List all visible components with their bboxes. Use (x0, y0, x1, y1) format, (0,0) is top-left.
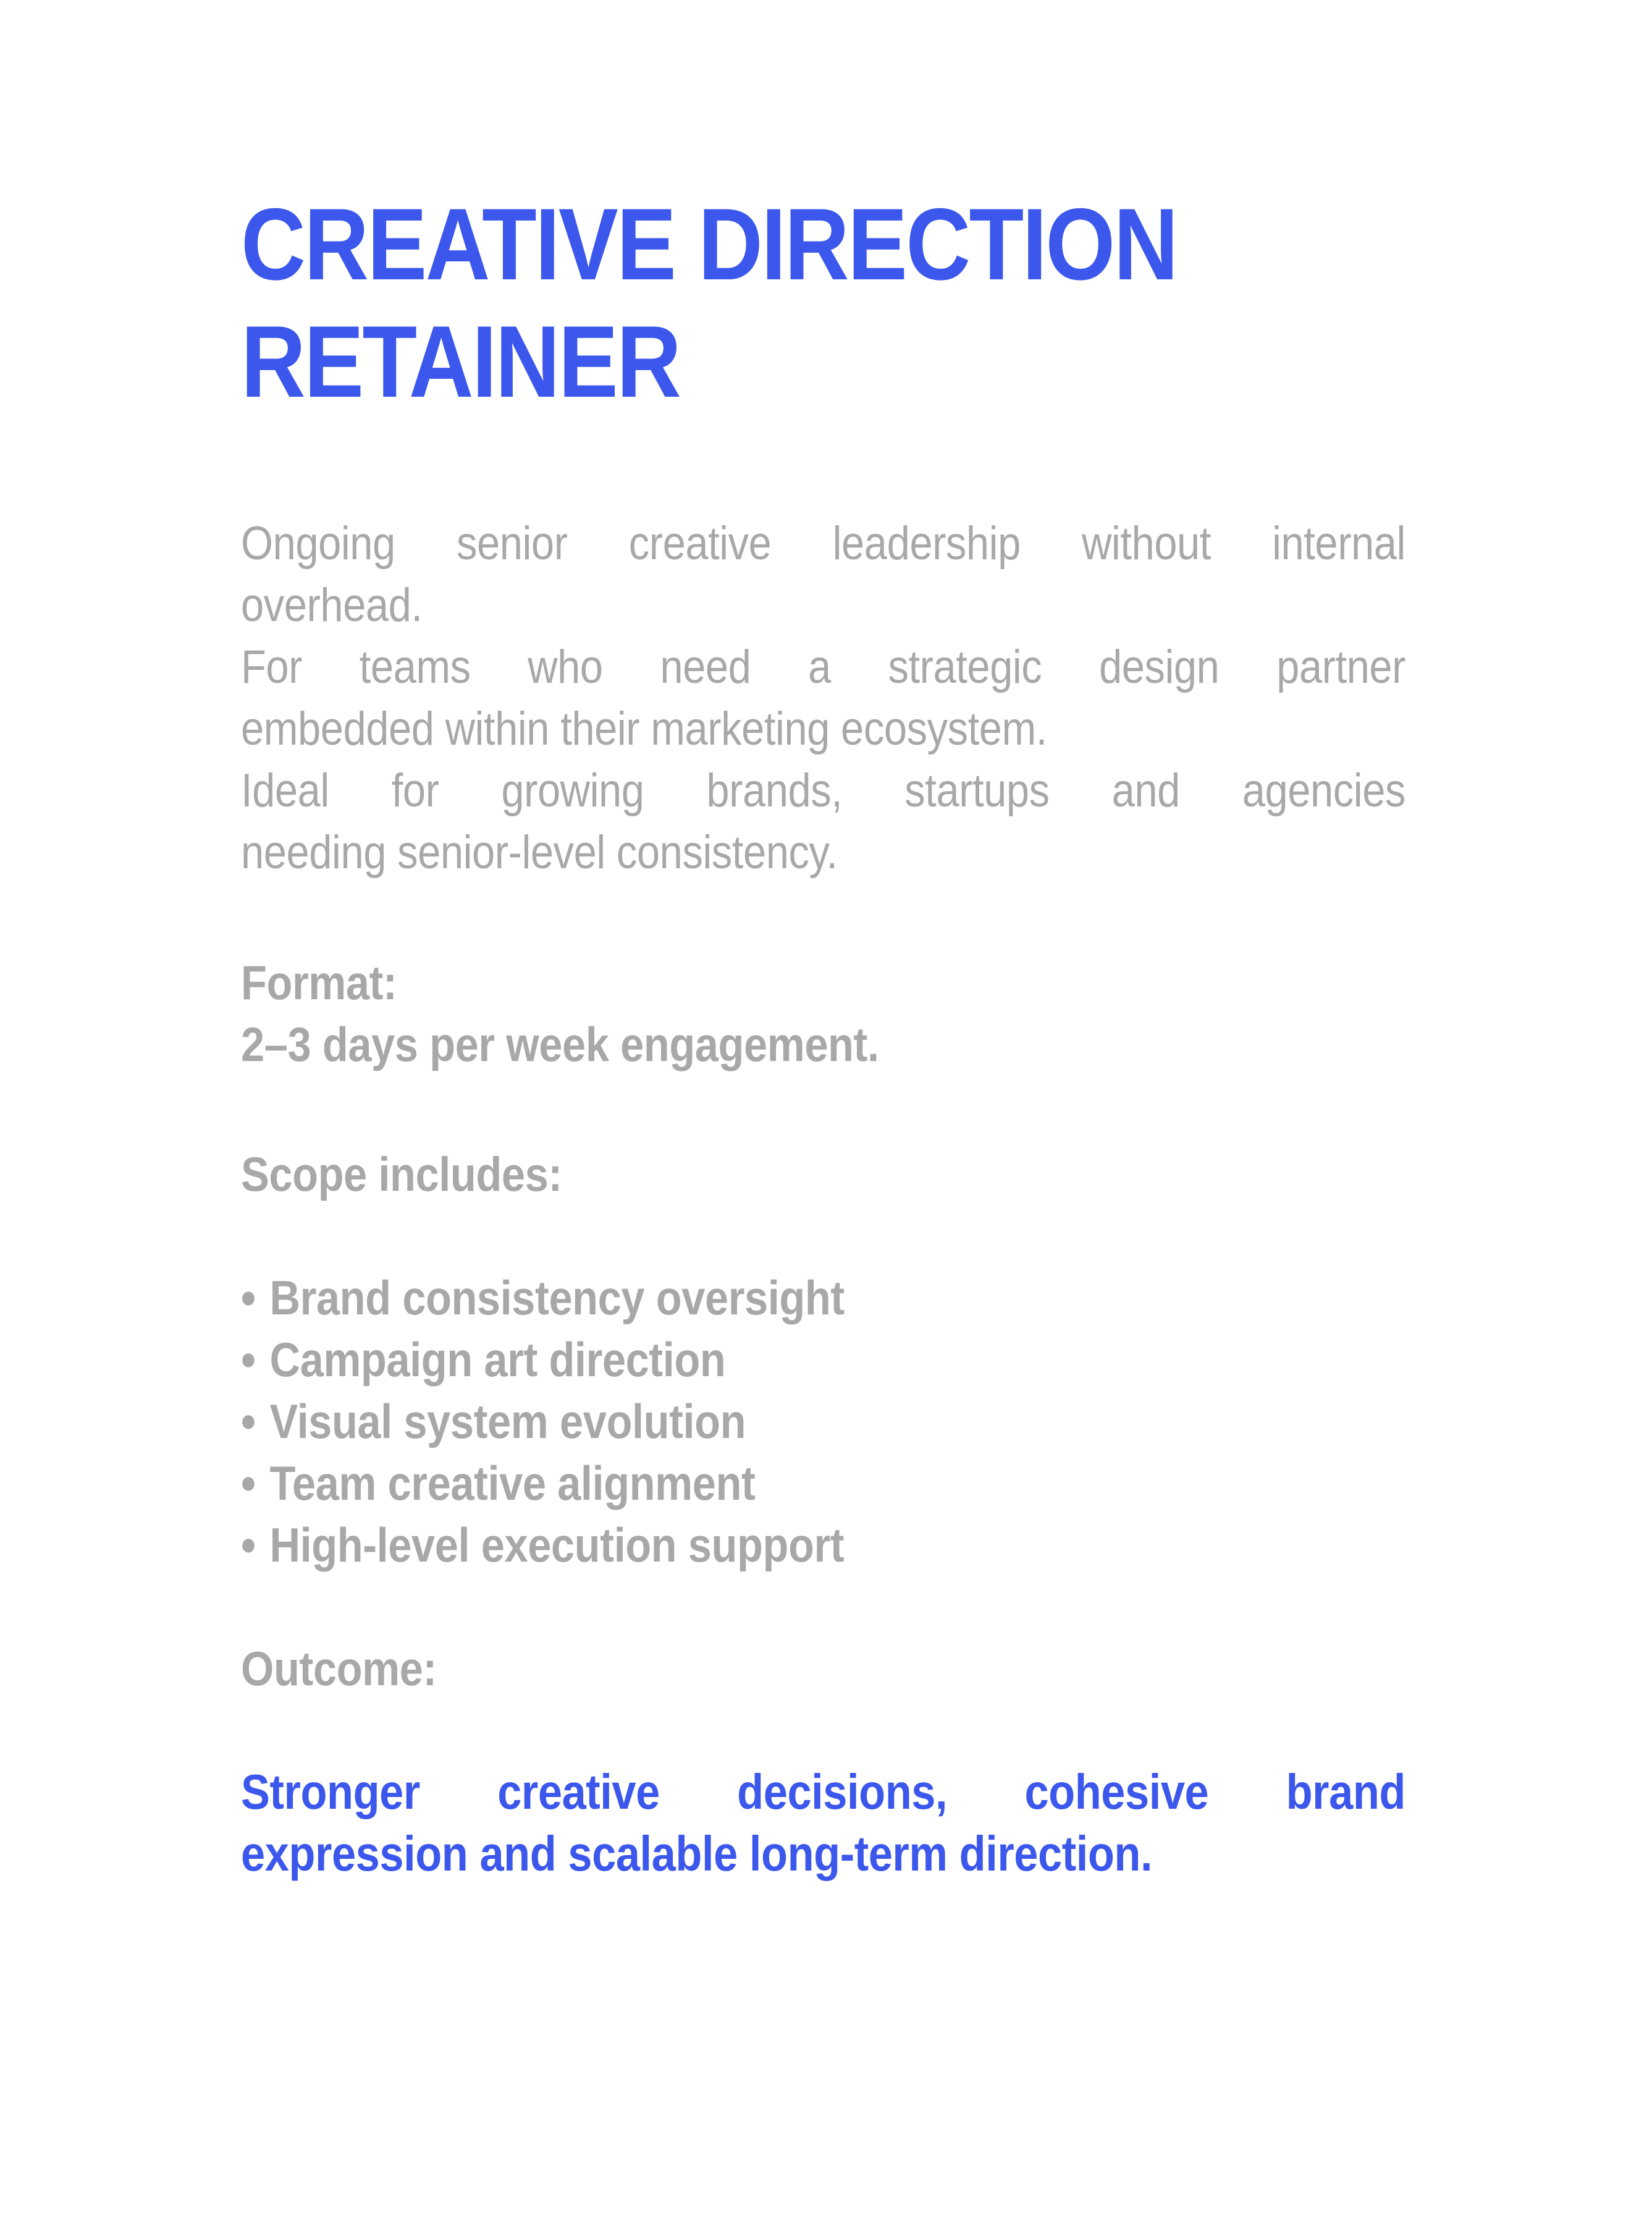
list-item-label: Visual system evolution (269, 1394, 746, 1448)
bullet-icon: • (241, 1332, 256, 1387)
intro-line: Ideal for growing brands, startups and agencies (241, 764, 1405, 817)
list-item-label: Campaign art direction (269, 1332, 726, 1387)
list-item-label: High-level execution support (269, 1518, 845, 1572)
intro-line: Ongoing senior creative leadership without internal (241, 517, 1405, 570)
format-heading: Format: (241, 955, 397, 1010)
bullet-icon: • (241, 1271, 256, 1325)
intro-line: needing senior-level consistency. (241, 826, 838, 879)
page-title-line-2: RETAINER (241, 305, 680, 418)
scope-bullet-list (241, 1267, 1405, 1576)
outcome-heading: Outcome: (241, 1641, 437, 1696)
list-item (241, 1390, 1405, 1452)
intro-line: For teams who need a strategic design partner (241, 641, 1405, 693)
bullet-icon: • (241, 1456, 256, 1510)
page-title (241, 185, 1405, 420)
format-detail: 2–3 days per week engagement. (241, 1017, 879, 1072)
list-item (241, 1267, 1405, 1329)
page-title-line-1: CREATIVE DIRECTION (241, 187, 1177, 301)
list-item (241, 1452, 1405, 1514)
format-section (241, 952, 1405, 1075)
intro-paragraphs (241, 513, 1405, 884)
list-item-label: Brand consistency oversight (269, 1271, 845, 1325)
intro-line: overhead. (241, 579, 423, 632)
intro-line: embedded within their marketing ecosystem. (241, 703, 1047, 755)
bullet-icon: • (241, 1518, 256, 1572)
list-item (241, 1514, 1405, 1576)
scope-heading: Scope includes: (241, 1147, 562, 1201)
outcome-line: Stronger creative decisions, cohesive brand (241, 1764, 1405, 1819)
outcome-line: expression and scalable long-term direction. (241, 1826, 1153, 1881)
bullet-icon: • (241, 1394, 256, 1448)
outcome-statement (241, 1761, 1405, 1885)
list-item-label: Team creative alignment (269, 1456, 756, 1510)
document-content (241, 185, 1405, 1885)
list-item (241, 1329, 1405, 1390)
